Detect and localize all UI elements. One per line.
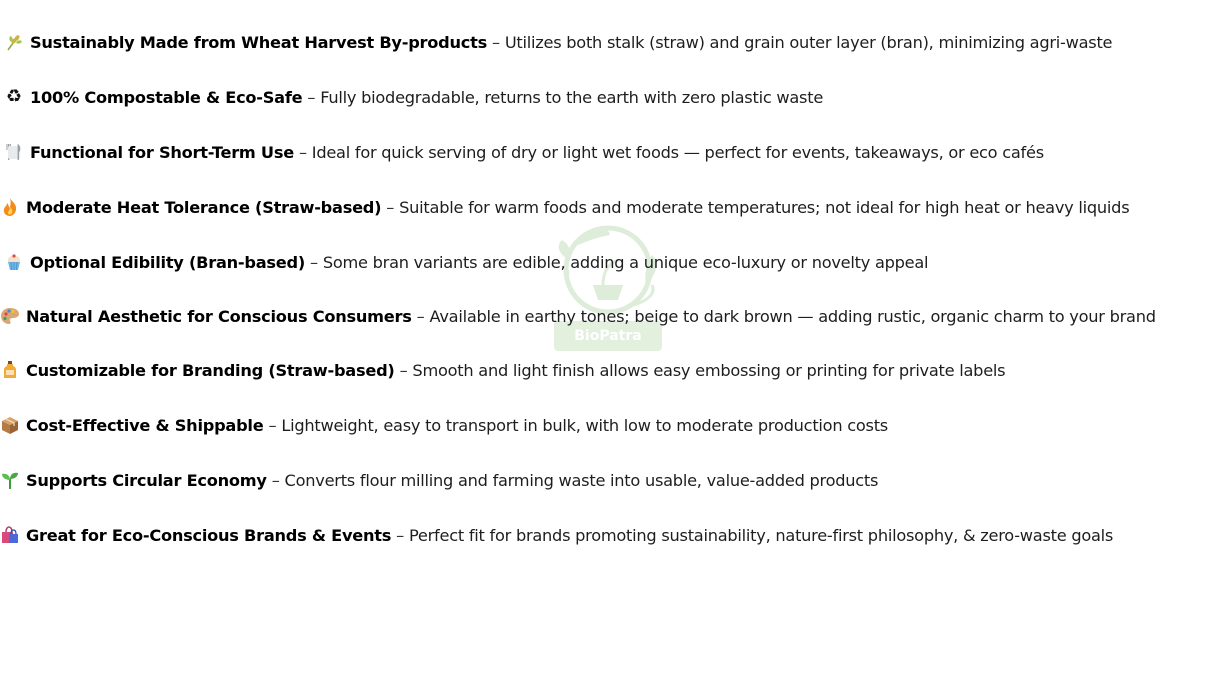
feature-separator: – bbox=[298, 142, 307, 162]
fire-icon bbox=[0, 197, 20, 217]
feature-description: Available in earthy tones; beige to dark brown — adding rustic, organic charm to your brand bbox=[429, 306, 1156, 326]
recycle-icon: ♻ bbox=[6, 86, 22, 107]
feature-title: 100% Compostable & Eco-Safe bbox=[30, 87, 303, 107]
feature-title: Functional for Short-Term Use bbox=[30, 142, 294, 162]
feature-description: Ideal for quick serving of dry or light wet foods — perfect for events, takeaways, or eco cafés bbox=[311, 142, 1044, 162]
bottle-icon bbox=[0, 360, 20, 380]
box-icon bbox=[0, 415, 20, 435]
feature-item bbox=[0, 412, 888, 438]
feature-title: Optional Edibility (Bran-based) bbox=[30, 252, 305, 272]
feature-title: Great for Eco-Conscious Brands & Events bbox=[26, 525, 392, 545]
feature-separator: – bbox=[396, 525, 404, 545]
feature-title: Natural Aesthetic for Conscious Consumers bbox=[26, 306, 412, 326]
feature-item bbox=[0, 467, 878, 493]
feature-separator: – bbox=[399, 360, 408, 380]
feature-item bbox=[0, 29, 1112, 55]
feature-title: Supports Circular Economy bbox=[26, 470, 267, 490]
feature-description: Suitable for warm foods and moderate temperatures; not ideal for high heat or heavy liquids bbox=[399, 197, 1130, 217]
watermark-label: BioPatra bbox=[554, 321, 662, 351]
feature-description: Smooth and light finish allows easy embossing or printing for private labels bbox=[412, 360, 1006, 380]
feature-description: Lightweight, easy to transport in bulk, with low to moderate production costs bbox=[281, 415, 888, 435]
feature-item bbox=[0, 194, 1129, 220]
feature-item bbox=[0, 357, 1005, 383]
feature-title: Moderate Heat Tolerance (Straw-based) bbox=[26, 197, 382, 217]
feature-title: Cost-Effective & Shippable bbox=[26, 415, 264, 435]
feature-separator: – bbox=[307, 87, 316, 107]
feature-item bbox=[0, 84, 823, 110]
palette-icon bbox=[0, 306, 20, 326]
feature-description: Some bran variants are edible, adding a unique eco-luxury or novelty appeal bbox=[322, 252, 929, 272]
feature-separator: – bbox=[310, 252, 318, 272]
biopatra-watermark bbox=[548, 215, 668, 355]
feature-title: Customizable for Branding (Straw-based) bbox=[26, 360, 395, 380]
feature-item bbox=[0, 249, 928, 275]
sprout-icon bbox=[0, 470, 20, 490]
cupcake-icon bbox=[4, 252, 24, 272]
shopping-bag-icon bbox=[0, 525, 20, 545]
feature-separator: – bbox=[491, 32, 500, 52]
feature-item bbox=[0, 522, 1113, 548]
feature-separator: – bbox=[271, 470, 280, 490]
feature-item bbox=[0, 303, 1156, 329]
feature-separator: – bbox=[386, 197, 395, 217]
feature-title: Sustainably Made from Wheat Harvest By-products bbox=[30, 32, 487, 52]
feature-item bbox=[0, 139, 1044, 165]
wheat-icon bbox=[4, 32, 24, 52]
cutlery-icon bbox=[4, 142, 24, 162]
feature-description: Utilizes both stalk (straw) and grain outer layer (bran), minimizing agri-waste bbox=[504, 32, 1113, 52]
feature-separator: – bbox=[268, 415, 277, 435]
feature-separator: – bbox=[416, 306, 425, 326]
feature-description: Converts flour milling and farming waste into usable, value-added products bbox=[284, 470, 879, 490]
feature-description: Fully biodegradable, returns to the earth with zero plastic waste bbox=[320, 87, 824, 107]
feature-description: Perfect fit for brands promoting sustainability, nature-first philosophy, & zero-waste goals bbox=[409, 525, 1114, 545]
